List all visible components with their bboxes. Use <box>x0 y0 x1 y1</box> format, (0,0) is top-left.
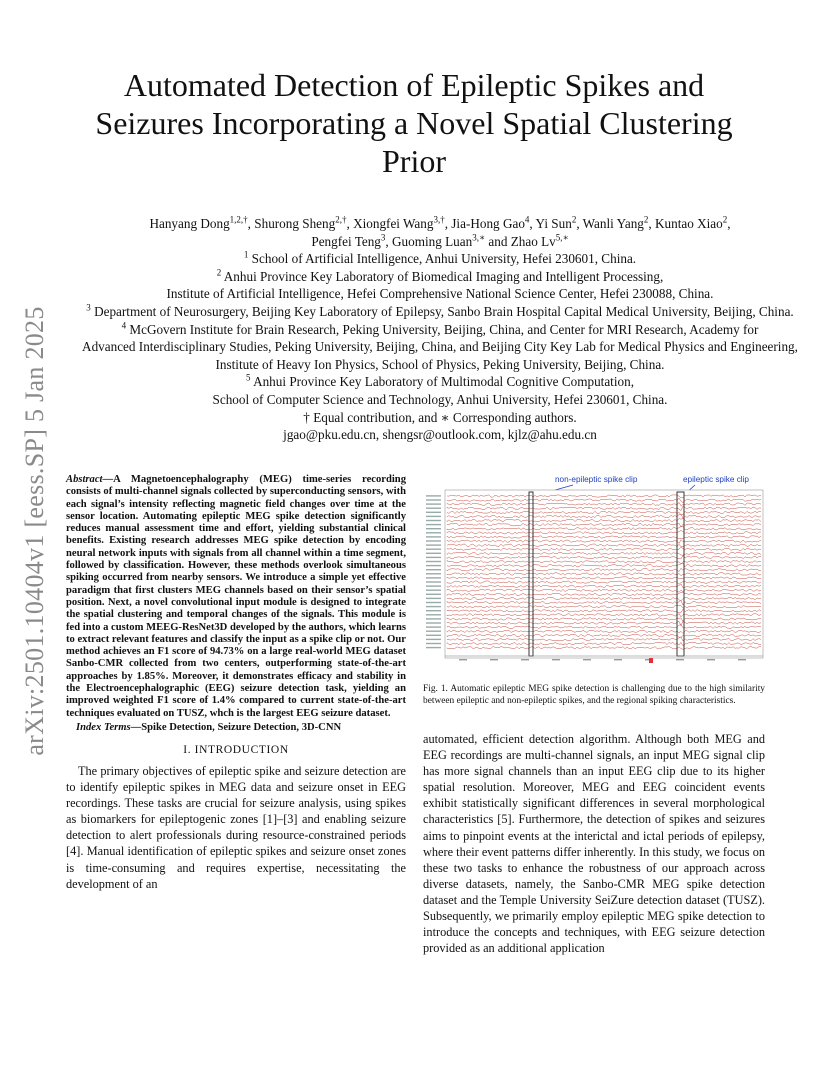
channel-label <box>426 520 441 521</box>
affiliation: $^2$ Anhui Province Key Laboratory of Biomedical Imaging and Intelligent Processing, <box>216 267 664 284</box>
time-tick <box>521 659 529 660</box>
paper-title <box>60 66 768 180</box>
title-line: Automated Detection of Epileptic Spikes and <box>123 67 705 103</box>
channel-label <box>426 503 441 504</box>
section-heading: I. INTRODUCTION <box>183 743 289 756</box>
channel-label <box>426 614 441 615</box>
affiliation: Institute of Artificial Intelligence, Hefei Comprehensive National Science Center, Hefei 230088, China. <box>166 286 714 302</box>
channel-label <box>426 516 441 517</box>
channel-label <box>426 528 441 529</box>
channel-label <box>426 590 441 591</box>
non-epileptic-label: non-epileptic spike clip <box>555 475 638 484</box>
time-tick <box>552 659 560 660</box>
intro-paragraph: The primary objectives of epileptic spike and seizure detection are to identify epileptic spikes in MEG data and seizure onset in EEG recordings. These tasks are crucial for seizure analysis, using spikes as biomarkers for epileptogenic zones [1]–[3] and enabling seizure detection to alert professionals during resource-constrained periods [4]. Manual identification of epileptic spikes and seizure onset zones is time-consuming and requires expertise, necessitating the development of an <box>66 763 406 891</box>
author-emails: jgao@pku.edu.cn, shengsr@outlook.com, kjlz@ahu.edu.cn <box>283 427 597 443</box>
channel-label <box>426 544 441 545</box>
time-tick <box>738 659 746 660</box>
channel-label <box>426 639 441 640</box>
time-tick <box>459 659 467 660</box>
abstract-text: A Magnetoencephalography (MEG) time-series recording consists of multi-channel signals collected by superconducting sensors, with each signal’s intensity reflecting magnetic field changes over time at the sensor location. Automating epileptic MEG spike detection significantly reduces manual assessment time and effort, yielding substantial clinical benefits. Existing research addresses MEG spike detection by encoding neural network inputs with signals from all channel within a time segment, followed by classification. However, these methods overlook simultaneous spiking occurred from nearby sensors. We introduce a simple yet effective paradigm that first clusters MEG channels based on their sensor’s spatial position. Next, a novel convolutional input module is designed to integrate the spatial clustering and temporal changes of the signals. This module is fed into a custom MEEG-ResNet3D developed by the authors, which learns to extract relevant features and classify the input as a spike clip or not. Our method achieves an F1 score of 94.73% on a large real-world MEG dataset Sanbo-CMR collected from two centers, outperforming state-of-the-art approaches by 1.85%. Moreover, it demonstrates efficacy and stability in the Electroencephalographic (EEG) seizure detection task, yielding an improved weighted F1 score of 1.4% compared to current state-of-the-art techniques evaluated on TUSZ, whch is the largest EEG seizure dataset. <box>66 474 406 719</box>
right-column <box>423 731 765 956</box>
channel-label <box>426 569 441 570</box>
time-tick <box>707 659 715 660</box>
intro-paragraph-continued: automated, efficient detection algorithm. Although both MEG and EEG recordings are multi-channel signals, an input MEG signal clip has more signal channels than an input EEG clip due to its higher spatial resolution. Moreover, MEG and EEG coincident events exhibit statistically significant differences in several morphological characteristics [5]. Furthermore, the detection of spikes and seizures aims to pinpoint events at the interictal and ictal periods of epilepsy, where their event patterns differ inherently. In this study, we focus on these two tasks to enhance the robustness of our approach across diverse datasets, namely, the Sanbo-CMR MEG spike detection dataset and the Temple University SeiZure detection dataset (TUSZ). Subsequently, we primarily employ epileptic MEG spike detection to introduce the concepts and techniques, with EEG seizure detection provided as an additional application <box>423 732 765 956</box>
affiliation: $^3$ Department of Neurosurgery, Beijing Key Laboratory of Epilepsy, Sanbo Brain Hospital Capital Medical University, Beijing, China. <box>86 302 794 319</box>
arxiv-identifier <box>18 296 52 766</box>
channel-label <box>426 606 441 607</box>
epileptic-label: epileptic spike clip <box>683 475 749 484</box>
channel-label <box>426 524 441 525</box>
abstract: Abstract—A Magnetoencephalography (MEG) time-series recording consists of multi-channel signals collected by superconducting sensors, with each signal’s intensity reflecting magnetic field changes over time at the sensor location. Automating epileptic MEG spike detection significantly reduces manual assessment time and effort, yielding substantial clinical benefits. Existing research addresses MEG spike detection by encoding neural network inputs with signals from all channel within a time segment, followed by classification. However, these methods overlook simultaneous spiking occurred from nearby sensors. We introduce a simple yet effective paradigm that first clusters MEG channels based on their sensor’s spatial position. Next, a novel convolutional input module is designed to integrate the spatial clustering and temporal changes of the signals. This module is fed into a custom MEEG-ResNet3D developed by the authors, which learns to extract relevant features and classify the input as a spike clip or not. Our method achieves an F1 score of 94.73% on a large real-world MEG dataset Sanbo-CMR collected from two centers, outperforming state-of-the-art approaches by 1.85%. Moreover, it demonstrates efficacy and stability in the Electroencephalographic (EEG) seizure detection task, yielding an improved weighted F1 score of 1.4% compared to current state-of-the-art techniques evaluated on TUSZ, whch is the largest EEG seizure dataset. <box>66 474 406 719</box>
channel-label <box>426 536 441 537</box>
channel-label <box>426 631 441 632</box>
channel-label <box>426 573 441 574</box>
time-marker <box>649 658 653 663</box>
index-terms-label: Index Terms <box>76 721 131 733</box>
time-tick <box>490 659 498 660</box>
channel-label <box>426 594 441 595</box>
time-tick <box>583 659 591 660</box>
affiliation: Institute of Heavy Ion Physics, School of Physics, Peking University, Beijing, China. <box>215 356 665 372</box>
channel-label <box>426 549 441 550</box>
channel-label <box>426 512 441 513</box>
channel-label <box>426 581 441 582</box>
channel-label <box>426 565 441 566</box>
channel-label <box>426 499 441 500</box>
channel-label <box>426 635 441 636</box>
left-column <box>66 474 406 892</box>
channel-label <box>426 553 441 554</box>
meg-signal-plot <box>423 470 765 670</box>
title-line: Seizures Incorporating a Novel Spatial Clustering <box>95 105 733 141</box>
arxiv-id-text: arXiv:2501.10404v1 [eess.SP] 5 Jan 2025 <box>20 306 49 756</box>
figure-caption: Fig. 1. Automatic epileptic MEG spike detection is challenging due to the high similarity between epileptic and non-epileptic spikes, and the regional spiking characteristics. <box>423 684 765 707</box>
affiliation: Advanced Interdisciplinary Studies, Peking University, Beijing, China, and Beijing City Key Lab for Medical Physics and Engineering, <box>82 339 798 355</box>
channel-label <box>426 508 441 509</box>
channel-label <box>426 626 441 627</box>
channel-label <box>426 643 441 644</box>
channel-label <box>426 561 441 562</box>
abstract-label: Abstract <box>66 474 103 485</box>
author-line: Pengfei Teng$^3$, Guoming Luan$^{3,∗}$ and Zhao $Lv^{5,∗}$ <box>311 232 569 249</box>
channel-label <box>426 532 441 533</box>
channel-label <box>426 540 441 541</box>
channel-label <box>426 598 441 599</box>
channel-label <box>426 618 441 619</box>
affiliation: School of Computer Science and Technology, Anhui University, Hefei 230601, China. <box>212 391 668 407</box>
channel-label <box>426 602 441 603</box>
channel-label <box>426 610 441 611</box>
channel-label <box>426 577 441 578</box>
channel-label <box>426 647 441 648</box>
author-block <box>60 215 820 444</box>
index-terms: Index Terms—Spike Detection, Seizure Detection, 3D-CNN <box>76 721 342 733</box>
time-tick <box>614 659 622 660</box>
channel-label <box>426 495 441 496</box>
affiliation: $^5$ Anhui Province Key Laboratory of Multimodal Cognitive Computation, <box>246 372 634 390</box>
figure-1 <box>423 470 765 670</box>
equal-contribution-note: † Equal contribution, and ∗ Corresponding authors. <box>303 409 577 425</box>
author-line: Hanyang Dong$^{1,2,\dagger}$, Shurong Sheng$^{2,\dagger}$, Xiongfei Wang$^{3,\dagger}$, Jia-Hong Gao$^4$, Yi Sun$^2$, Wanli Yang$^2$, Kuntao Xiao$^2$, <box>149 214 731 231</box>
affiliation: $^4$ McGovern Institute for Brain Research, Peking University, Beijing, China, and Center for MRI Research, Academy for <box>121 320 759 337</box>
channel-label <box>426 585 441 586</box>
time-tick <box>676 659 684 660</box>
title-line: Prior <box>382 143 446 179</box>
channel-label <box>426 557 441 558</box>
affiliation: $^1$ School of Artificial Intelligence, Anhui University, Hefei 230601, China. <box>243 249 637 267</box>
channel-label <box>426 622 441 623</box>
